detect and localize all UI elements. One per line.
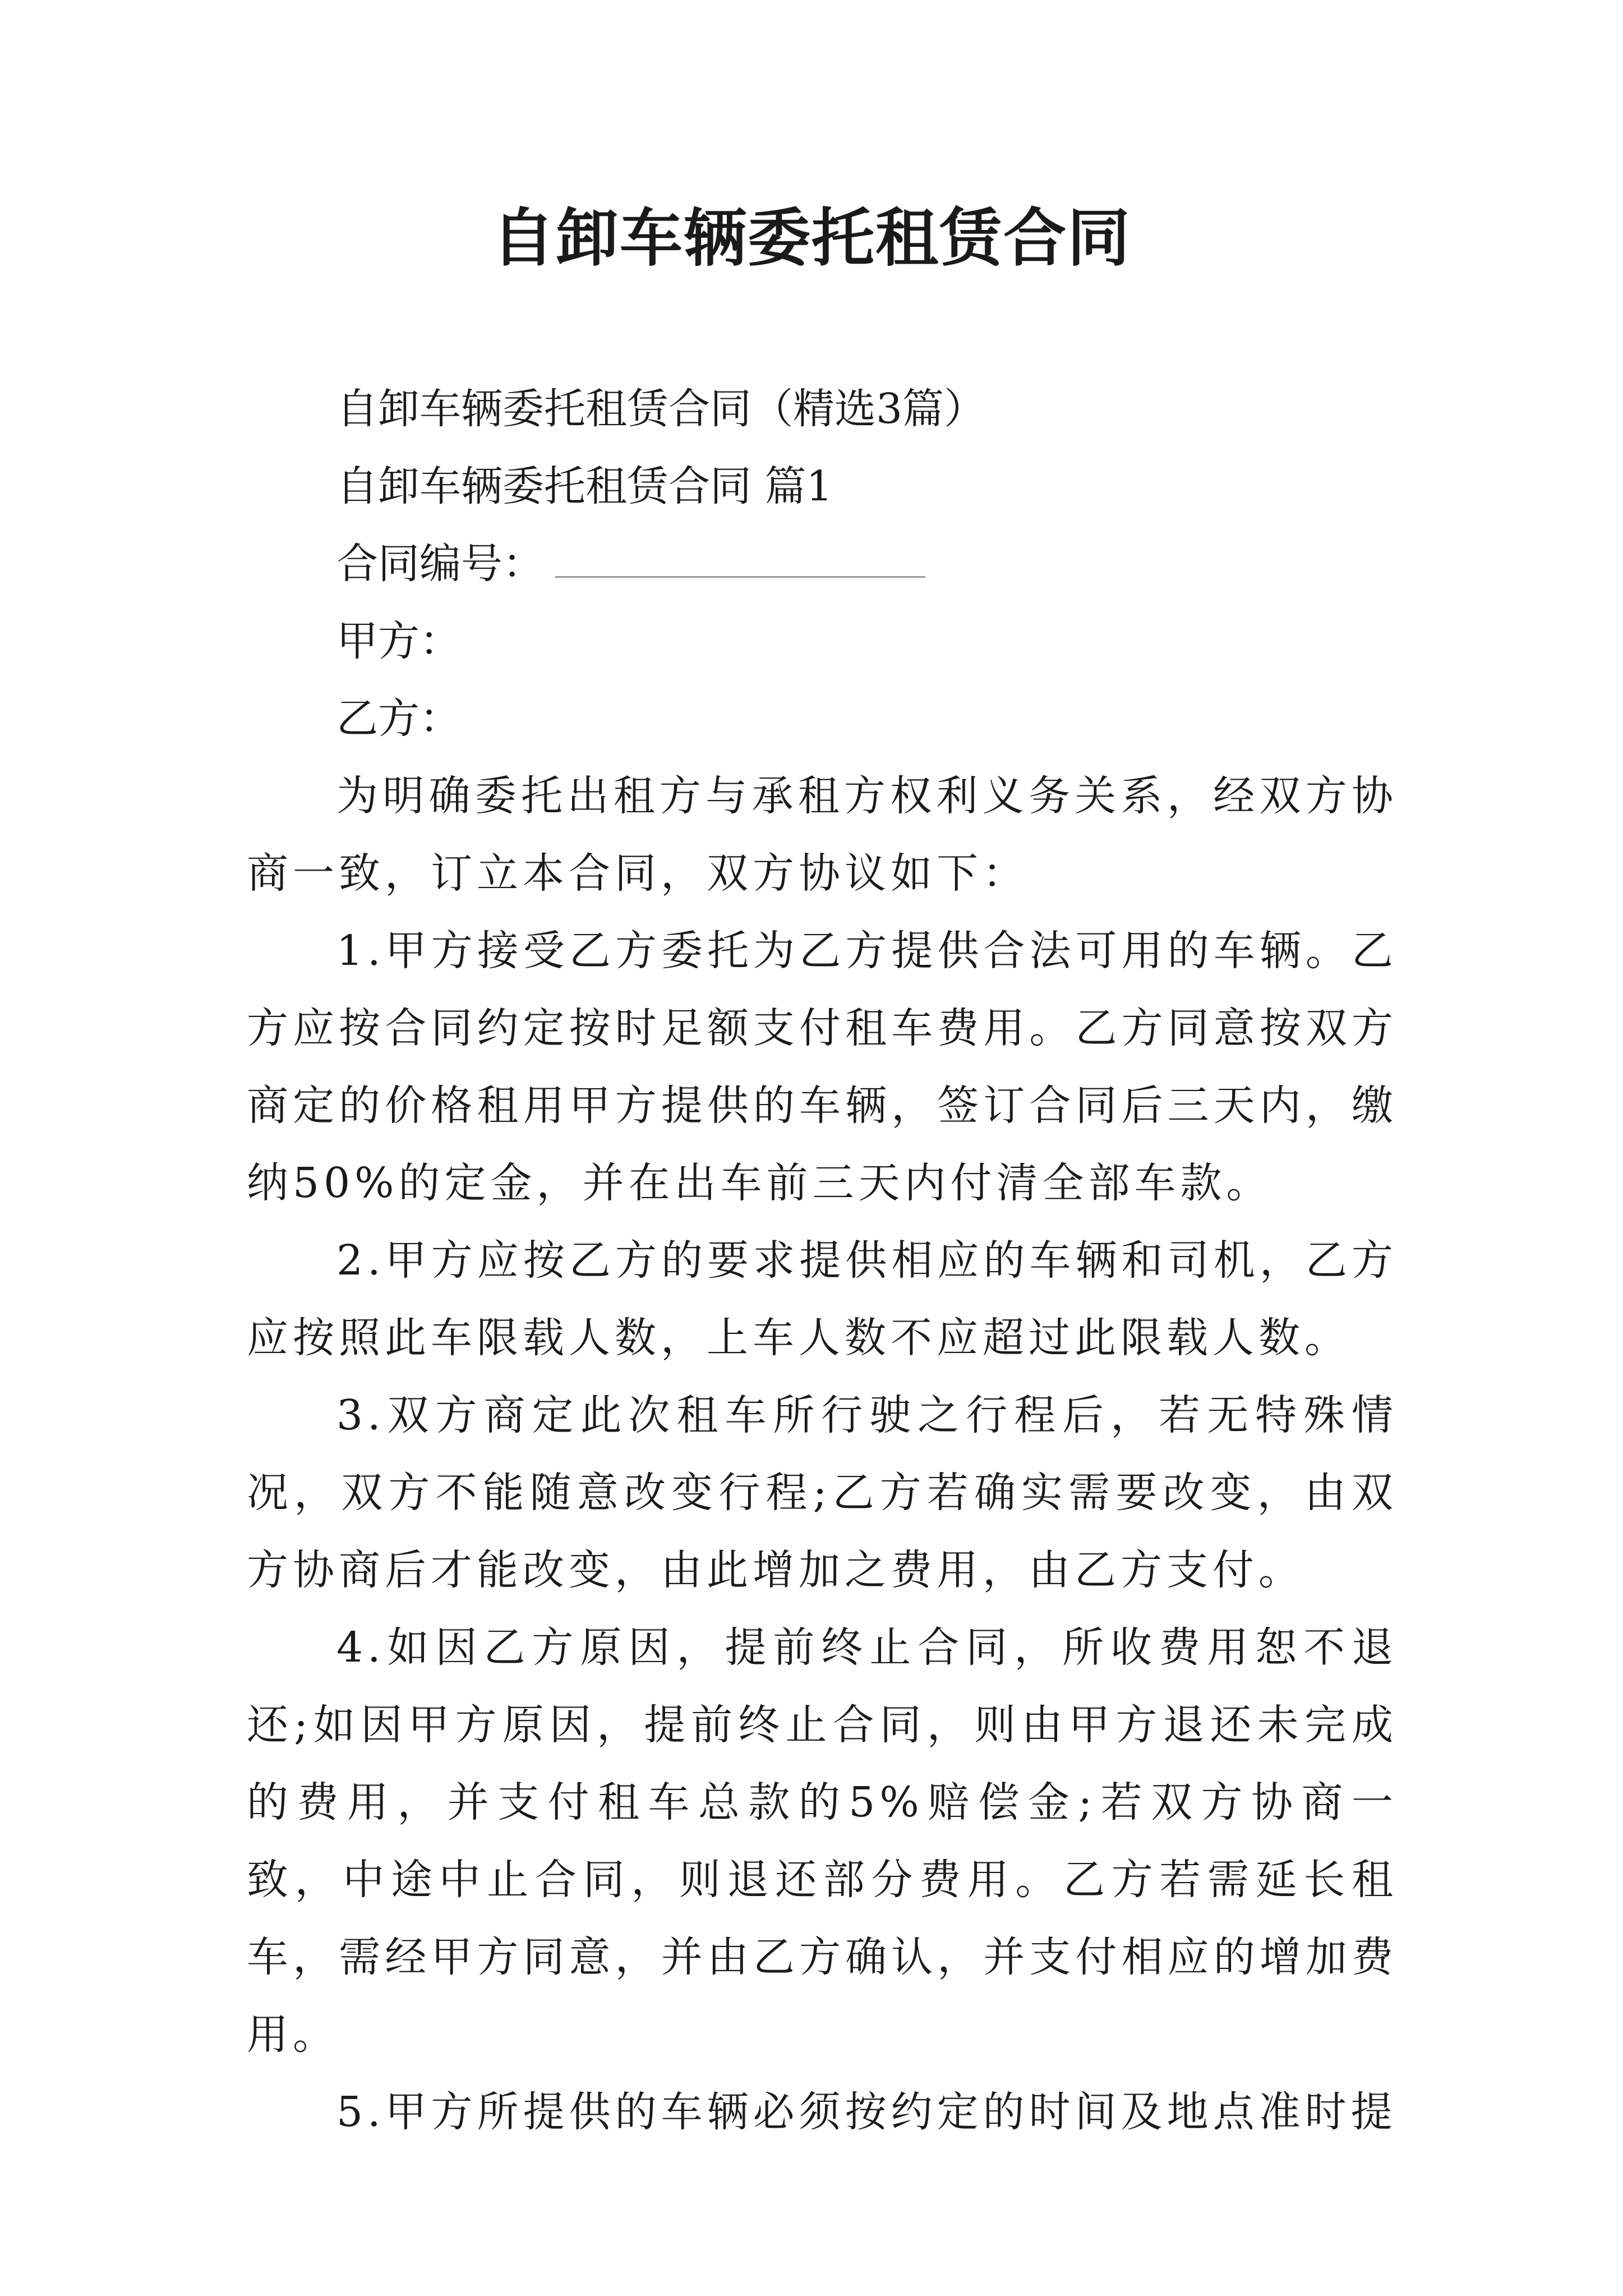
paragraph-clause-4: 4.如因乙方原因，提前终止合同，所收费用恕不退还;如因甲方原因，提前终止合同，则由甲方退还未完成的费用，并支付租车总款的5%赔偿金;若双方协商一致，中途中止合同，则退还部分费用。乙方若需延长租车，需经甲方同意，并由乙方确认，并支付相应的增加费用。 bbox=[247, 1623, 1398, 2059]
contract-number-blank bbox=[555, 542, 925, 578]
paragraph-clause-1: 1.甲方接受乙方委托为乙方提供合法可用的车辆。乙方应按合同约定按时足额支付租车费用。乙方同意按双方商定的价格租用甲方提供的车辆，签订合同后三天内，缴纳50%的定金，并在出车前三天内付清全部车款。 bbox=[247, 927, 1398, 1207]
section-heading: 自卸车辆委托租赁合同 篇1 bbox=[336, 462, 833, 510]
contract-number-row bbox=[247, 525, 1398, 602]
paragraph-intro: 为明确委托出租方与承租方权利义务关系，经双方协商一致，订立本合同，双方协议如下： bbox=[247, 772, 1398, 898]
party-b-label: 乙方： bbox=[336, 694, 461, 743]
paragraph-clause-2: 2.甲方应按乙方的要求提供相应的车辆和司机，乙方应按照此车限载人数，上车人数不应超过此限载人数。 bbox=[247, 1236, 1398, 1362]
document-subtitle: 自卸车辆委托租赁合同（精选3篇） bbox=[336, 385, 986, 433]
document-title: 自卸车辆委托租赁合同 bbox=[492, 201, 1131, 275]
paragraph-clause-5: 5.甲方所提供的车辆必须按约定的时间及地点准时提 bbox=[336, 2088, 1397, 2136]
contract-number-label: 合同编号： bbox=[336, 540, 544, 588]
document-body bbox=[247, 370, 1398, 2151]
paragraph-clause-3: 3.双方商定此次租车所行驶之行程后，若无特殊情况，双方不能随意改变行程;乙方若确实需要改变，由双方协商后才能改变，由此增加之费用，由乙方支付。 bbox=[247, 1391, 1398, 1594]
party-a-label: 甲方： bbox=[336, 617, 461, 665]
